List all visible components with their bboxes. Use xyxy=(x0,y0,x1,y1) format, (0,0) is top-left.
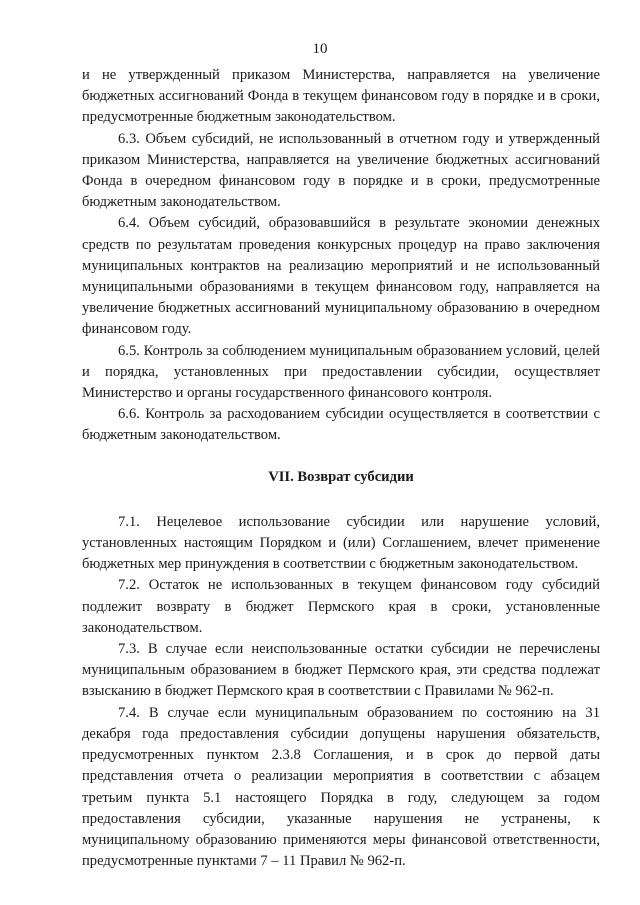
document-body xyxy=(82,65,600,872)
paragraph-7-1: 7.1. Нецелевое использование субсидии или нарушение условий, установленных настоящим Порядком и (или) Соглашением, влечет применение бюджетных мер принуждения в соответствии с бюджетным законодательством. xyxy=(82,513,600,573)
paragraph-7-2: 7.2. Остаток не использованных в текущем финансовом году субсидий подлежит возврату в бюджет Пермского края в сроки, установленные законодательством. xyxy=(82,577,600,636)
paragraph-6-4: 6.4. Объем субсидий, образовавшийся в результате экономии денежных средств по результатам проведения конкурсных процедур на право заключения муниципальных контрактов на реализацию мероприятий и не использованный муниципальными образованиями в текущем финансовом году, направляется на увеличение бюджетных ассигнований муниципальному образованию в очередном финансовом году. xyxy=(82,215,600,338)
section-heading: VII. Возврат субсидии xyxy=(268,468,414,485)
paragraph-6-3: 6.3. Объем субсидий, не использованный в отчетном году и утвержденный приказом Министерства, направляется на увеличение бюджетных ассигнований Фонда в очередном финансовом году в порядке и в сроки, предусмотренные бюджетным законодательством. xyxy=(82,130,600,211)
paragraph-7-3: 7.3. В случае если неиспользованные остатки субсидии не перечислены муниципальным образованием в бюджет Пермского края, эти средства подлежат взысканию в бюджет Пермского края в соответствии с Правилами № 962-п. xyxy=(82,641,600,700)
paragraph-7-4: 7.4. В случае если муниципальным образованием по состоянию на 31 декабря года предоставления субсидии допущены нарушения обязательств, предусмотренных пунктом 2.3.8 Соглашения, и в срок до первой даты представления отчета о реализации мероприятия в соответствии с абзацем третьим пункта 5.1 настоящего Порядка в году, следующем за годом предоставления субсидии, указанные нарушения не устранены, к муниципальному образованию применяются меры финансовой ответственности, предусмотренные пунктами 7 – 11 Правил № 962-п. xyxy=(82,704,600,870)
paragraph-6-2-continuation: и не утвержденный приказом Министерства, направляется на увеличение бюджетных ассигнований Фонда в текущем финансовом году в порядке и в сроки, предусмотренные бюджетным законодательством. xyxy=(82,67,600,126)
paragraph-6-6: 6.6. Контроль за расходованием субсидии осуществляется в соответствии с бюджетным законодательством. xyxy=(82,406,600,444)
paragraph-6-5: 6.5. Контроль за соблюдением муниципальным образованием условий, целей и порядка, установленных при предоставлении субсидии, осуществляет Министерство и органы государственного финансового контроля. xyxy=(82,342,600,402)
page-number: 10 xyxy=(312,41,328,57)
